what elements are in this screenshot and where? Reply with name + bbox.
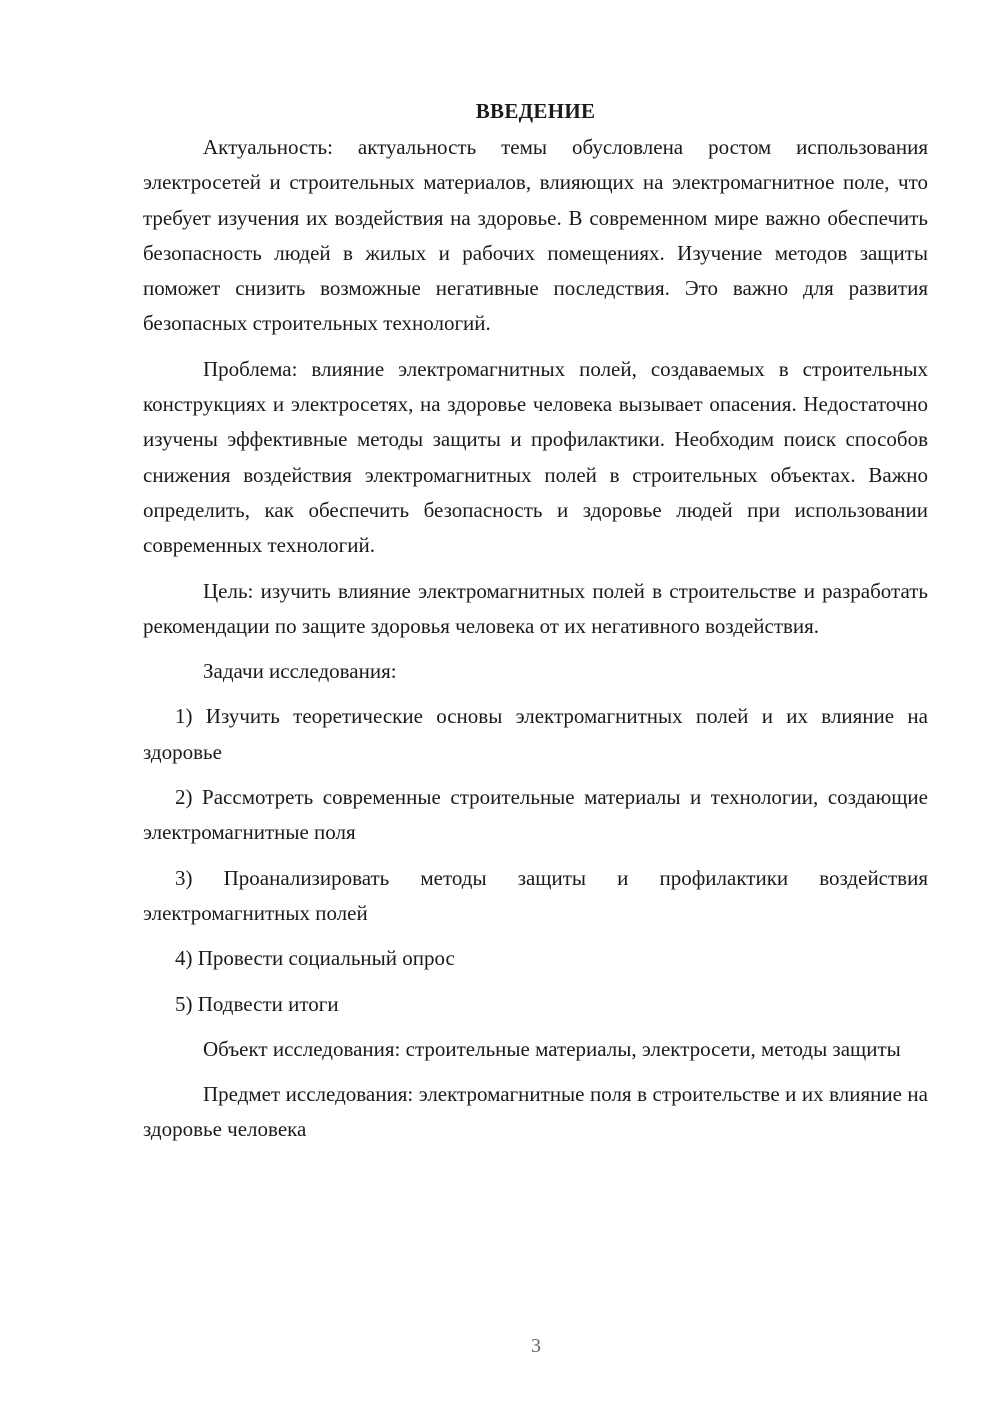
- paragraph-problem: Проблема: влияние электромагнитных полей, создаваемых в строительных конструкциях и электросетях, на здоровье человека вызывает опасения. Недостаточно изучены эффективные методы защиты и профилактики. Необходим поиск способов снижения воздействия электромагнитных полей в строительных объектах. Важно определить, как обеспечить безопасность и здоровье людей при использовании современных технологий.: [143, 356, 928, 558]
- page-title: ВВЕДЕНИЕ: [475, 99, 596, 123]
- list-item: 3) Проанализировать методы защиты и профилактики воздействия электромагнитных полей: [143, 865, 928, 925]
- list-item: 2) Рассмотреть современные строительные материалы и технологии, создающие электромагнитные поля: [143, 785, 928, 845]
- document-page: [143, 94, 928, 1148]
- paragraph-subject: Предмет исследования: электромагнитные поля в строительстве и их влияние на здоровье человека: [143, 1082, 928, 1142]
- paragraph-relevance: Актуальность: актуальность темы обусловлена ростом использования электросетей и строительных материалов, влияющих на электромагнитное поле, что требует изучения их воздействия на здоровье. В современном мире важно обеспечить безопасность людей в жилых и рабочих помещениях. Изучение методов защиты поможет снизить возможные негативные последствия. Это важно для развития безопасных строительных технологий.: [143, 135, 928, 336]
- paragraph-object: Объект исследования: строительные материалы, электросети, методы защиты: [203, 1036, 901, 1061]
- paragraph-goal: Цель: изучить влияние электромагнитных полей в строительстве и разработать рекомендации по защите здоровья человека от их негативного воздействия.: [143, 578, 928, 638]
- page-number: 3: [531, 1335, 541, 1357]
- list-item: 5) Подвести итоги: [175, 991, 339, 1016]
- tasks-heading: Задачи исследования:: [203, 659, 397, 684]
- list-item: 4) Провести социальный опрос: [175, 946, 455, 971]
- list-item: 1) Изучить теоретические основы электромагнитных полей и их влияние на здоровье: [143, 704, 928, 764]
